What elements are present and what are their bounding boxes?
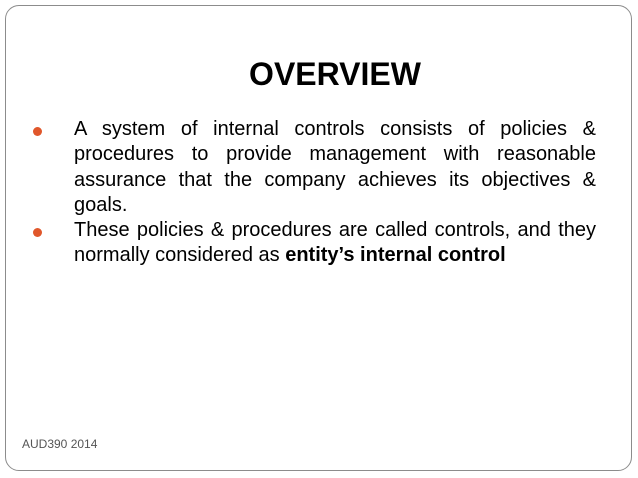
- bullet-dot-icon: [33, 127, 42, 136]
- bullet-text: A system of internal controls consists of policies & procedures to provide management with reasonable assurance that the company achieves its objectives & goals.: [74, 118, 596, 216]
- bullet-text-plain: These policies & procedures are called controls, and they normally considered as: [74, 219, 596, 267]
- bullet-text: [74, 218, 596, 269]
- slide-title: OVERVIEW: [249, 56, 421, 92]
- slide-footer: AUD390 2014: [22, 437, 98, 451]
- bullet-dot-icon: [33, 228, 42, 237]
- bullet-list: [26, 117, 596, 269]
- bullet-item: [26, 218, 596, 269]
- bullet-text-bold: entity’s internal control: [285, 244, 506, 267]
- bullet-item: [26, 117, 596, 218]
